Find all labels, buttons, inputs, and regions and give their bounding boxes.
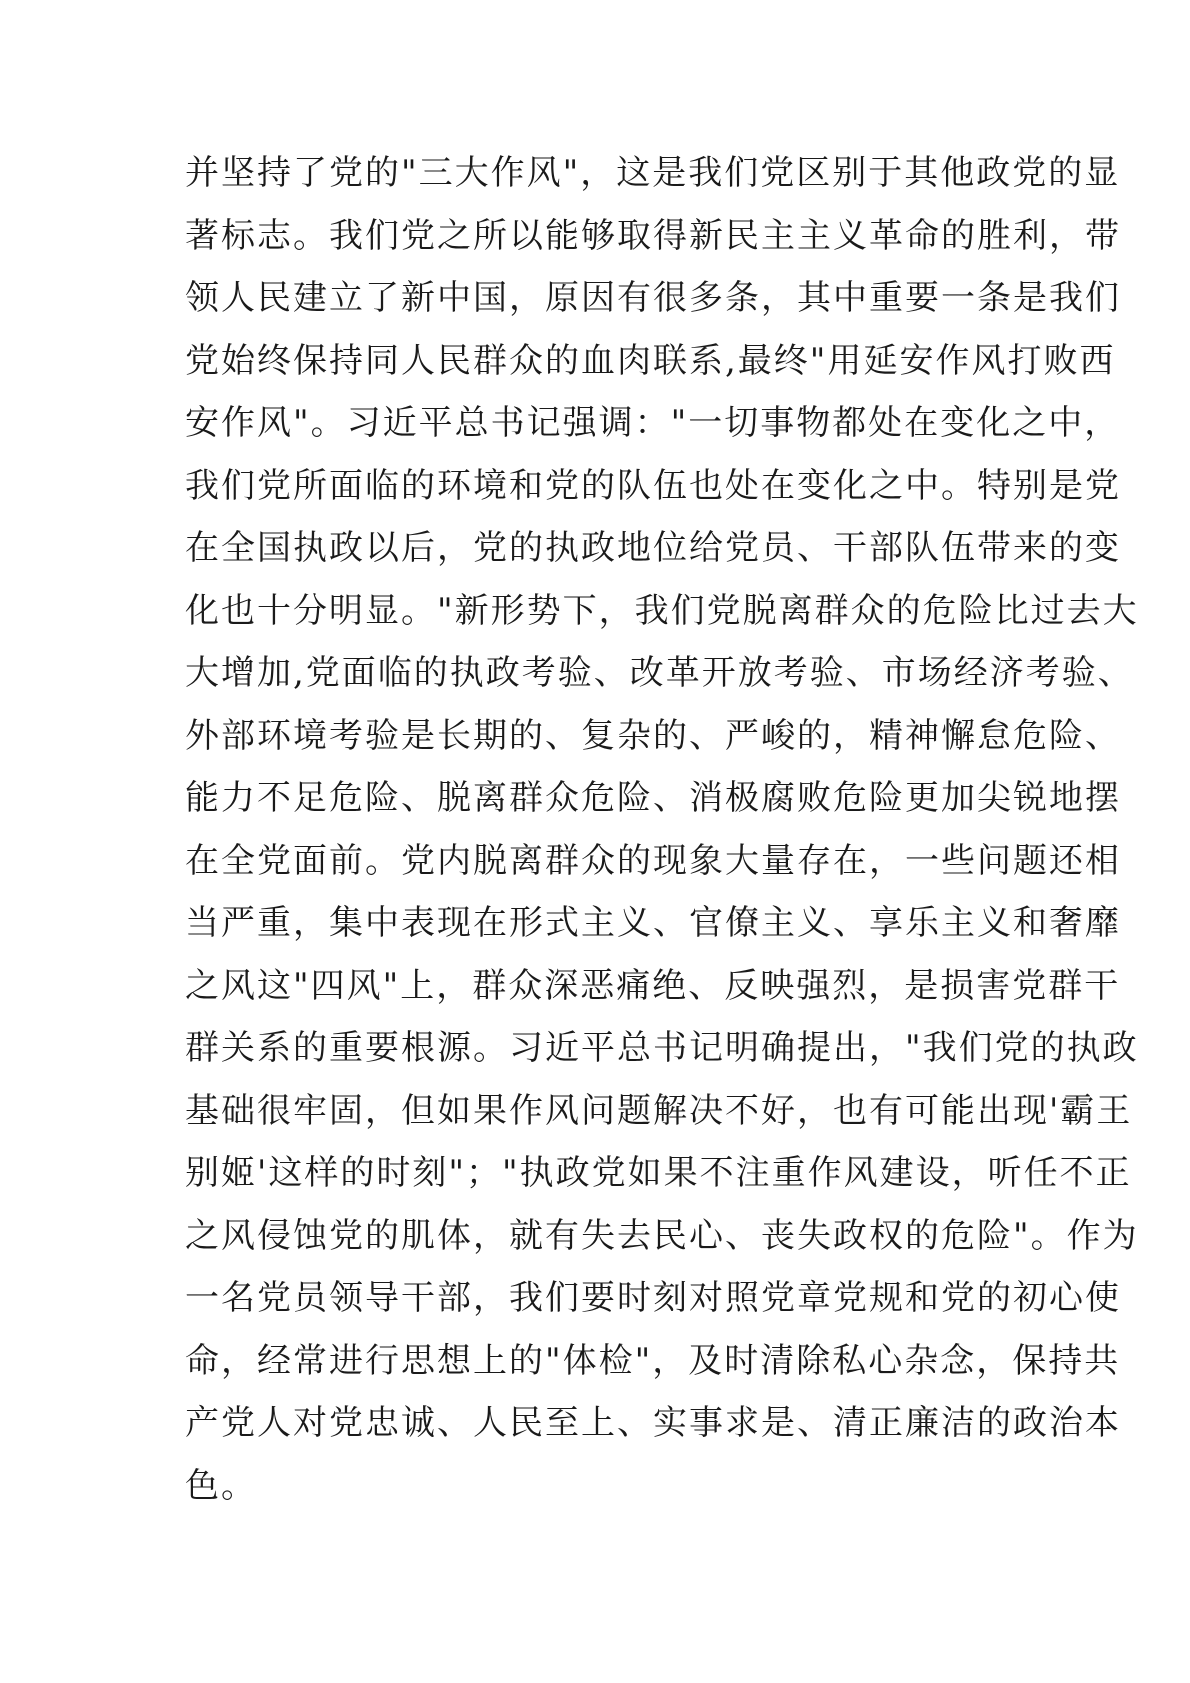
text-line: 群关系的重要根源。习近平总书记明确提出，"我们党的执政 <box>185 1028 1139 1068</box>
text-line: 外部环境考验是长期的、复杂的、严峻的，精神懈怠危险、 <box>185 715 1121 756</box>
text-line: 大增加,党面临的执政考验、改革开放考验、市场经济考验、 <box>185 653 1134 693</box>
text-line: 在全国执政以后，党的执政地位给党员、干部队伍带来的变 <box>185 528 1121 568</box>
text-line: 之风这"四风"上，群众深恶痛绝、反映强烈，是损害党群干 <box>185 965 1121 1006</box>
text-line: 别姬'这样的时刻"；"执政党如果不注重作风建设，听任不正 <box>185 1153 1132 1193</box>
text-line: 并坚持了党的"三大作风"，这是我们党区别于其他政党的显 <box>185 153 1121 193</box>
text-line: 化也十分明显。"新形势下，我们党脱离群众的危险比过去大 <box>185 590 1139 631</box>
body-paragraph <box>185 142 1139 1517</box>
text-line: 能力不足危险、脱离群众危险、消极腐败危险更加尖锐地摆 <box>185 778 1121 818</box>
text-line: 在全党面前。党内脱离群众的现象大量存在，一些问题还相 <box>185 840 1121 881</box>
text-line: 色。 <box>185 1465 257 1506</box>
text-line: 基础很牢固，但如果作风问题解决不好，也有可能出现'霸王 <box>185 1090 1133 1131</box>
text-line: 我们党所面临的环境和党的队伍也处在变化之中。特别是党 <box>185 465 1121 506</box>
text-line: 当严重，集中表现在形式主义、官僚主义、享乐主义和奢靡 <box>185 903 1121 943</box>
text-line: 一名党员领导干部，我们要时刻对照党章党规和党的初心使 <box>185 1278 1121 1318</box>
text-line: 安作风"。习近平总书记强调："一切事物都处在变化之中， <box>185 403 1121 443</box>
text-line: 著标志。我们党之所以能够取得新民主主义革命的胜利，带 <box>185 215 1121 256</box>
text-line: 命，经常进行思想上的"体检"，及时清除私心杂念，保持共 <box>185 1340 1121 1381</box>
text-line: 产党人对党忠诚、人民至上、实事求是、清正廉洁的政治本 <box>185 1403 1121 1443</box>
text-line: 党始终保持同人民群众的血肉联系,最终"用延安作风打败西 <box>185 340 1116 381</box>
text-line: 领人民建立了新中国，原因有很多条，其中重要一条是我们 <box>185 278 1121 318</box>
text-line: 之风侵蚀党的肌体，就有失去民心、丧失政权的危险"。作为 <box>185 1215 1139 1256</box>
